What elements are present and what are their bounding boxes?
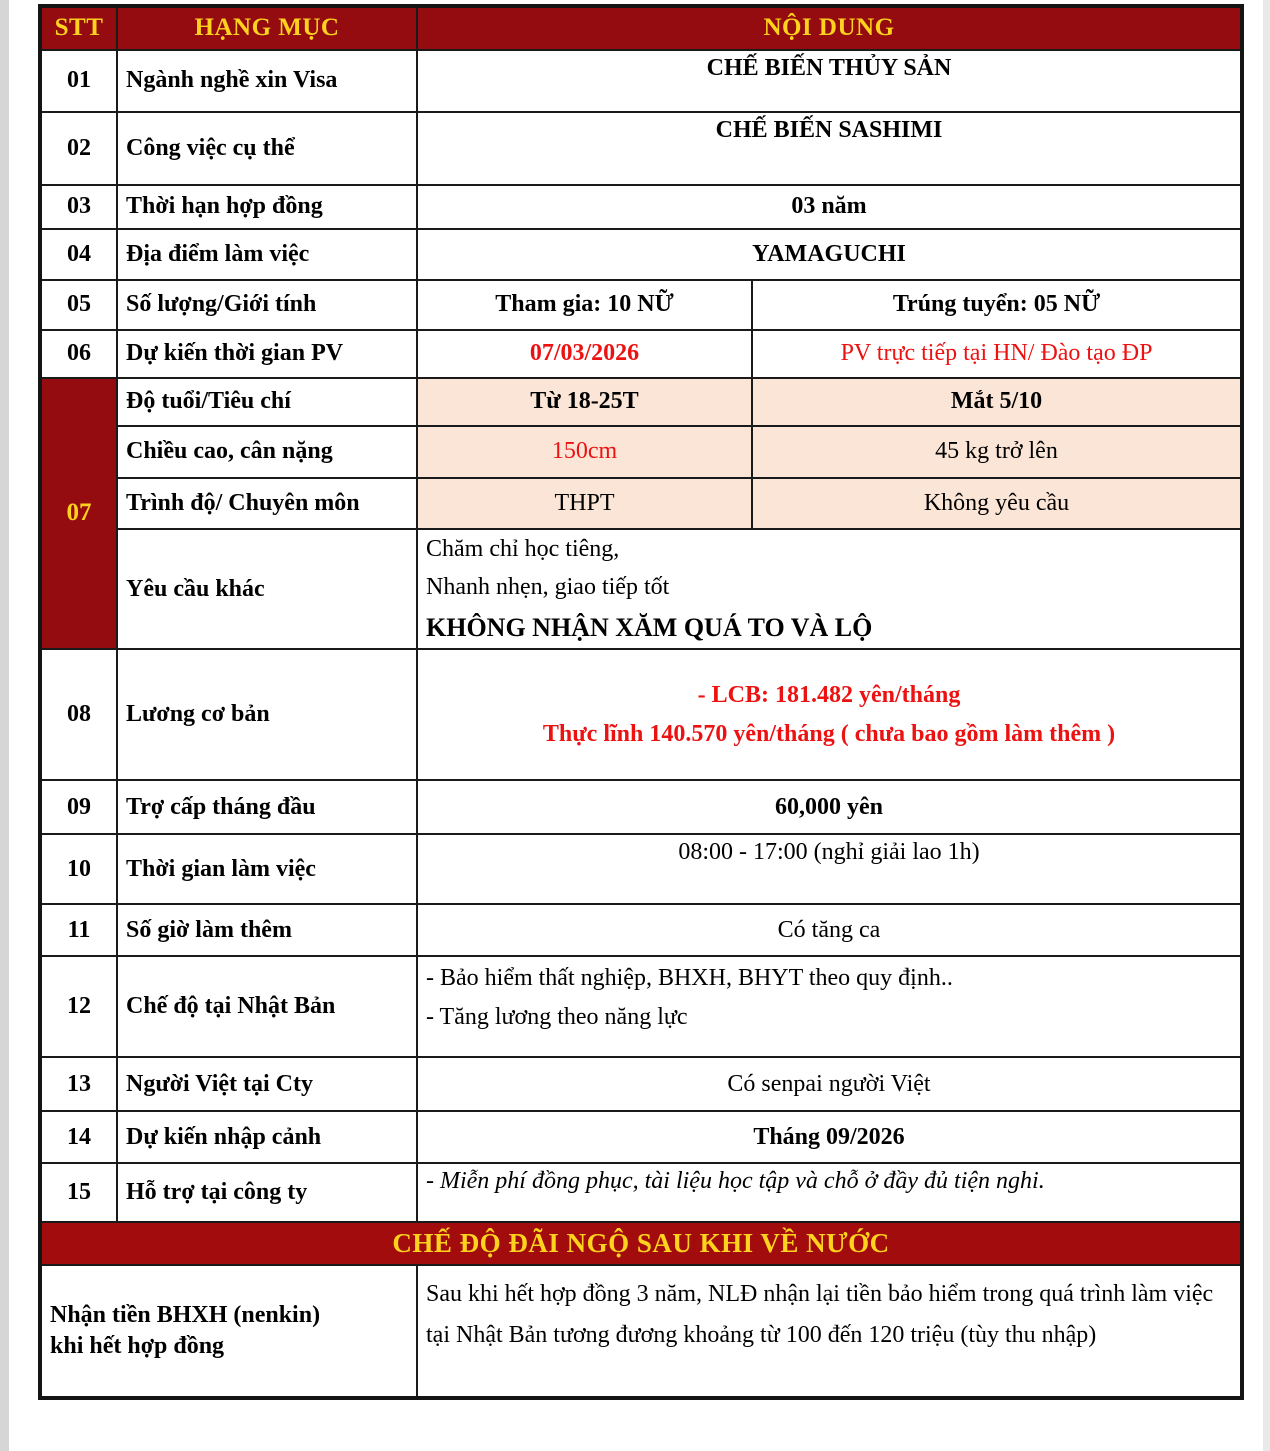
row-value: 60,000 yên xyxy=(417,780,1242,834)
row-value xyxy=(417,956,1242,1057)
row-value: YAMAGUCHI xyxy=(417,229,1242,280)
footer-label-line: khi hết hợp đồng xyxy=(50,1333,225,1360)
section-banner-title: CHẾ ĐỘ ĐÃI NGỘ SAU KHI VỀ NƯỚC xyxy=(40,1222,1242,1265)
table-row-08 xyxy=(40,649,1242,780)
row-number: 04 xyxy=(40,229,117,280)
row-value-left: Tham gia: 10 NỮ xyxy=(417,280,752,330)
row-number: 11 xyxy=(40,904,117,956)
benefit-line: - Bảo hiểm thất nghiệp, BHXH, BHYT theo quy định.. xyxy=(426,965,953,992)
table-row-14 xyxy=(40,1111,1242,1163)
row-value: CHẾ BIẾN THỦY SẢN xyxy=(417,50,1242,112)
row-label: Thời hạn hợp đồng xyxy=(117,185,417,229)
row-number: 15 xyxy=(40,1163,117,1222)
table-row-15 xyxy=(40,1163,1242,1222)
table-row-nenkin xyxy=(40,1265,1242,1398)
row-label: Chiều cao, cân nặng xyxy=(117,426,417,478)
row-label: Dự kiến thời gian PV xyxy=(117,330,417,378)
table-row-07-education xyxy=(40,478,1242,529)
row-value-right: Trúng tuyển: 05 NỮ xyxy=(752,280,1242,330)
row-label: Thời gian làm việc xyxy=(117,834,417,904)
criteria-value-left: 150cm xyxy=(417,426,752,478)
table-row-03 xyxy=(40,185,1242,229)
criteria-value-right: 45 kg trở lên xyxy=(752,426,1242,478)
requirement-line: Nhanh nhẹn, giao tiếp tốt xyxy=(426,574,670,601)
criteria-value-left: THPT xyxy=(417,478,752,529)
table-row-09 xyxy=(40,780,1242,834)
table-row-04 xyxy=(40,229,1242,280)
row-number: 03 xyxy=(40,185,117,229)
salary-line: Thực lĩnh 140.570 yên/tháng ( chưa bao gồm làm thêm ) xyxy=(542,720,1116,747)
table-row-01 xyxy=(40,50,1242,112)
row-label: Công việc cụ thể xyxy=(117,112,417,185)
row-number: 13 xyxy=(40,1057,117,1111)
row-label: Yêu cầu khác xyxy=(117,529,417,649)
row-number: 06 xyxy=(40,330,117,378)
table-row-05 xyxy=(40,280,1242,330)
row-value: Tháng 09/2026 xyxy=(417,1111,1242,1163)
table-row-11 xyxy=(40,904,1242,956)
row-label: Ngành nghề xin Visa xyxy=(117,50,417,112)
header-category: HẠNG MỤC xyxy=(117,6,417,50)
row-value xyxy=(417,529,1242,649)
row-number: 10 xyxy=(40,834,117,904)
table-header-row xyxy=(40,6,1242,50)
row-label: Người Việt tại Cty xyxy=(117,1057,417,1111)
row-number: 12 xyxy=(40,956,117,1057)
criteria-value-right: Mắt 5/10 xyxy=(752,378,1242,426)
row-value: Có tăng ca xyxy=(417,904,1242,956)
row-value: CHẾ BIẾN SASHIMI xyxy=(417,112,1242,185)
row-number: 14 xyxy=(40,1111,117,1163)
row-label: Địa điểm làm việc xyxy=(117,229,417,280)
row-label: Chế độ tại Nhật Bản xyxy=(117,956,417,1057)
section-banner-row xyxy=(40,1222,1242,1265)
row-number: 05 xyxy=(40,280,117,330)
row-number: 01 xyxy=(40,50,117,112)
row-value-right: PV trực tiếp tại HN/ Đào tạo ĐP xyxy=(752,330,1242,378)
row-number: 08 xyxy=(40,649,117,780)
section-07-number: 07 xyxy=(40,378,117,649)
row-number: 02 xyxy=(40,112,117,185)
salary-line: - LCB: 181.482 yên/tháng xyxy=(697,682,961,709)
row-value xyxy=(417,649,1242,780)
row-label: Trợ cấp tháng đầu xyxy=(117,780,417,834)
row-label: Số lượng/Giới tính xyxy=(117,280,417,330)
scan-edge-left xyxy=(0,0,9,1451)
table-row-07-height xyxy=(40,426,1242,478)
row-label xyxy=(40,1265,417,1398)
scan-edge-right xyxy=(1263,0,1270,1451)
benefit-line: - Tăng lương theo năng lực xyxy=(426,1003,688,1030)
criteria-value-right: Không yêu cầu xyxy=(752,478,1242,529)
header-content: NỘI DUNG xyxy=(417,6,1242,50)
row-value: 03 năm xyxy=(417,185,1242,229)
requirement-line: KHÔNG NHẬN XĂM QUÁ TO VÀ LỘ xyxy=(426,612,873,642)
table-row-02 xyxy=(40,112,1242,185)
table-row-10 xyxy=(40,834,1242,904)
row-value-left: 07/03/2026 xyxy=(417,330,752,378)
row-value: 08:00 - 17:00 (nghỉ giải lao 1h) xyxy=(417,834,1242,904)
row-label: Hỗ trợ tại công ty xyxy=(117,1163,417,1222)
table-row-06 xyxy=(40,330,1242,378)
requirement-line: Chăm chỉ học tiêng, xyxy=(426,536,620,562)
table-row-07-age xyxy=(40,378,1242,426)
footer-label-line: Nhận tiền BHXH (nenkin) xyxy=(50,1302,321,1329)
row-value: - Miễn phí đồng phục, tài liệu học tập và chỗ ở đầy đủ tiện nghi. xyxy=(417,1163,1242,1222)
row-label: Lương cơ bản xyxy=(117,649,417,780)
job-posting-table xyxy=(38,4,1244,1400)
row-number: 09 xyxy=(40,780,117,834)
table-row-13 xyxy=(40,1057,1242,1111)
row-value: Có senpai người Việt xyxy=(417,1057,1242,1111)
table-row-07-other xyxy=(40,529,1242,649)
row-label: Độ tuổi/Tiêu chí xyxy=(117,378,417,426)
criteria-value-left: Từ 18-25T xyxy=(417,378,752,426)
row-label: Số giờ làm thêm xyxy=(117,904,417,956)
row-value: Sau khi hết hợp đồng 3 năm, NLĐ nhận lại tiền bảo hiểm trong quá trình làm việc tại Nhật Bản tương đương khoảng từ 100 đến 120 triệu (tùy thu nhập) xyxy=(417,1265,1242,1398)
row-label: Dự kiến nhập cảnh xyxy=(117,1111,417,1163)
row-label: Trình độ/ Chuyên môn xyxy=(117,478,417,529)
header-stt: STT xyxy=(40,6,117,50)
table-row-12 xyxy=(40,956,1242,1057)
